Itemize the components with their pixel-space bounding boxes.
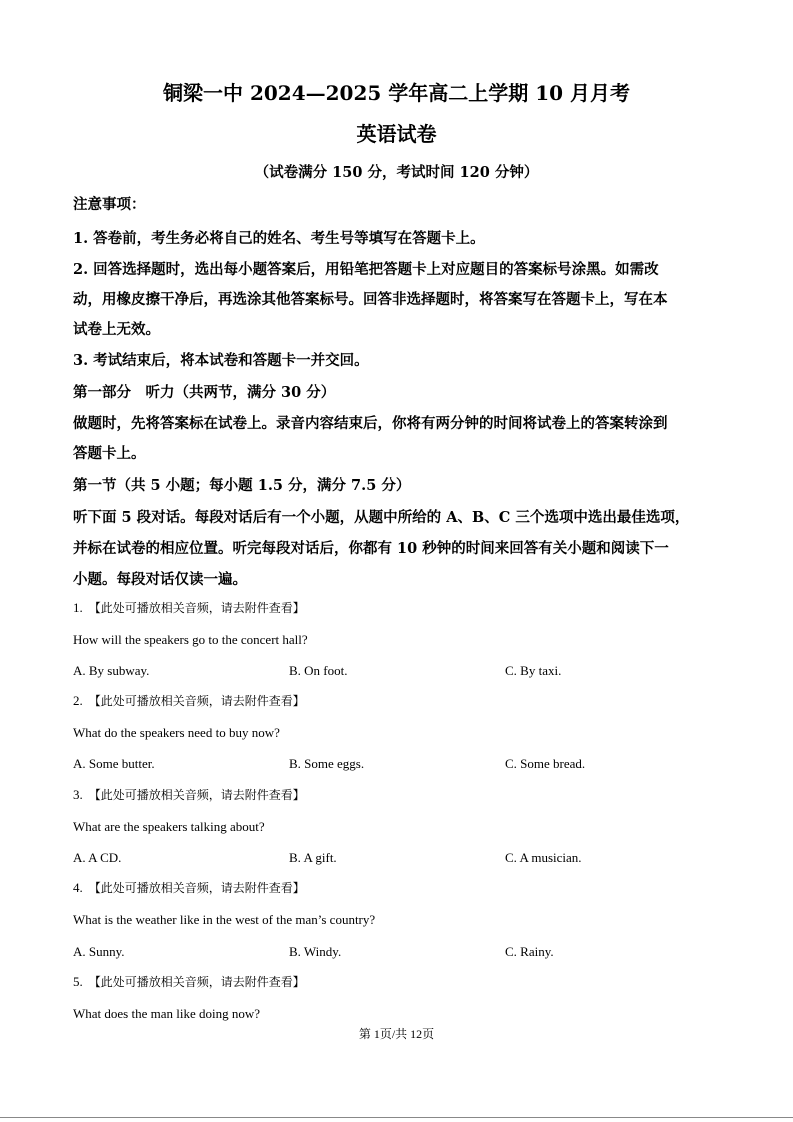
notice-item-2-line1: 2. 回答选择题时，选出每小题答案后，用铅笔把答题卡上对应题目的答案标号涂黑。如需改 xyxy=(73,261,659,278)
section1-instruction-line3: 小题。每段对话仅读一遍。 xyxy=(73,571,247,588)
section1-instruction-line1: 听下面 5 段对话。每段对话后有一个小题，从题中所给的 A、B、C 三个选项中选出最佳选项， xyxy=(73,509,690,526)
question-3-option-c: C. A musician. xyxy=(505,850,582,865)
section1-heading: 第一节（共 5 小题；每小题 1.5 分，满分 7.5 分） xyxy=(73,477,411,494)
exam-title: 铜梁一中 2024—2025 学年高二上学期 10 月月考 xyxy=(162,81,630,105)
question-number: 1. xyxy=(73,600,83,615)
audio-note-text: 【此处可播放相关音频，请去附件查看】 xyxy=(88,881,305,895)
question-2-option-a: A. Some butter. xyxy=(73,756,155,771)
question-1-option-a: A. By subway. xyxy=(73,663,150,678)
question-1-option-c: C. By taxi. xyxy=(505,663,562,678)
notice-heading: 注意事项： xyxy=(73,196,146,213)
audio-note-text: 【此处可播放相关音频，请去附件查看】 xyxy=(88,694,305,708)
question-number: 4. xyxy=(73,880,83,895)
question-4-option-b: B. Windy. xyxy=(289,944,342,959)
question-4-audio-note[interactable] xyxy=(73,879,305,896)
notice-item-1: 1. 答卷前，考生务必将自己的姓名、考生号等填写在答题卡上。 xyxy=(73,230,485,247)
question-3-text: What are the speakers talking about? xyxy=(73,819,265,834)
part1-instruction-line2: 答题卡上。 xyxy=(73,445,146,462)
part1-instruction-line1: 做题时，先将答案标在试卷上。录音内容结束后，你将有两分钟的时间将试卷上的答案转涂到 xyxy=(73,415,668,432)
question-5-text: What does the man like doing now? xyxy=(73,1006,261,1021)
exam-subtitle: 英语试卷 xyxy=(356,122,437,146)
question-1-option-b: B. On foot. xyxy=(289,663,348,678)
question-3-option-b: B. A gift. xyxy=(289,850,337,865)
question-2-audio-note[interactable] xyxy=(73,692,305,709)
part1-heading: 第一部分 听力（共两节，满分 30 分） xyxy=(73,384,336,401)
question-4-option-a: A. Sunny. xyxy=(73,944,125,959)
question-1-audio-note[interactable] xyxy=(73,599,305,616)
question-4-option-c: C. Rainy. xyxy=(505,944,554,959)
notice-item-2-line2: 动，用橡皮擦干净后，再选涂其他答案标号。回答非选择题时，将答案写在答题卡上，写在本 xyxy=(73,291,668,308)
question-number: 3. xyxy=(73,787,83,802)
question-2-text: What do the speakers need to buy now? xyxy=(73,725,280,740)
question-1-text: How will the speakers go to the concert hall? xyxy=(73,632,308,647)
question-5-audio-note[interactable] xyxy=(73,973,305,990)
notice-item-3: 3. 考试结束后，将本试卷和答题卡一并交回。 xyxy=(73,352,369,369)
question-3-option-a: A. A CD. xyxy=(73,850,122,865)
exam-info: （试卷满分 150 分，考试时间 120 分钟） xyxy=(254,164,539,181)
audio-note-text: 【此处可播放相关音频，请去附件查看】 xyxy=(88,601,305,615)
page-footer: 第 1页/共 12页 xyxy=(358,1027,435,1041)
question-number: 2. xyxy=(73,693,83,708)
audio-note-text: 【此处可播放相关音频，请去附件查看】 xyxy=(88,975,305,989)
audio-note-text: 【此处可播放相关音频，请去附件查看】 xyxy=(88,788,305,802)
question-3-audio-note[interactable] xyxy=(73,786,305,803)
question-2-option-c: C. Some bread. xyxy=(505,756,586,771)
section1-instruction-line2: 并标在试卷的相应位置。听完每段对话后，你都有 10 秒钟的时间来回答有关小题和阅读下一 xyxy=(73,540,669,557)
question-2-option-b: B. Some eggs. xyxy=(289,756,365,771)
question-number: 5. xyxy=(73,974,83,989)
notice-item-2-line3: 试卷上无效。 xyxy=(73,321,160,338)
bottom-divider xyxy=(0,1117,793,1118)
question-4-text: What is the weather like in the west of the man’s country? xyxy=(73,912,376,927)
